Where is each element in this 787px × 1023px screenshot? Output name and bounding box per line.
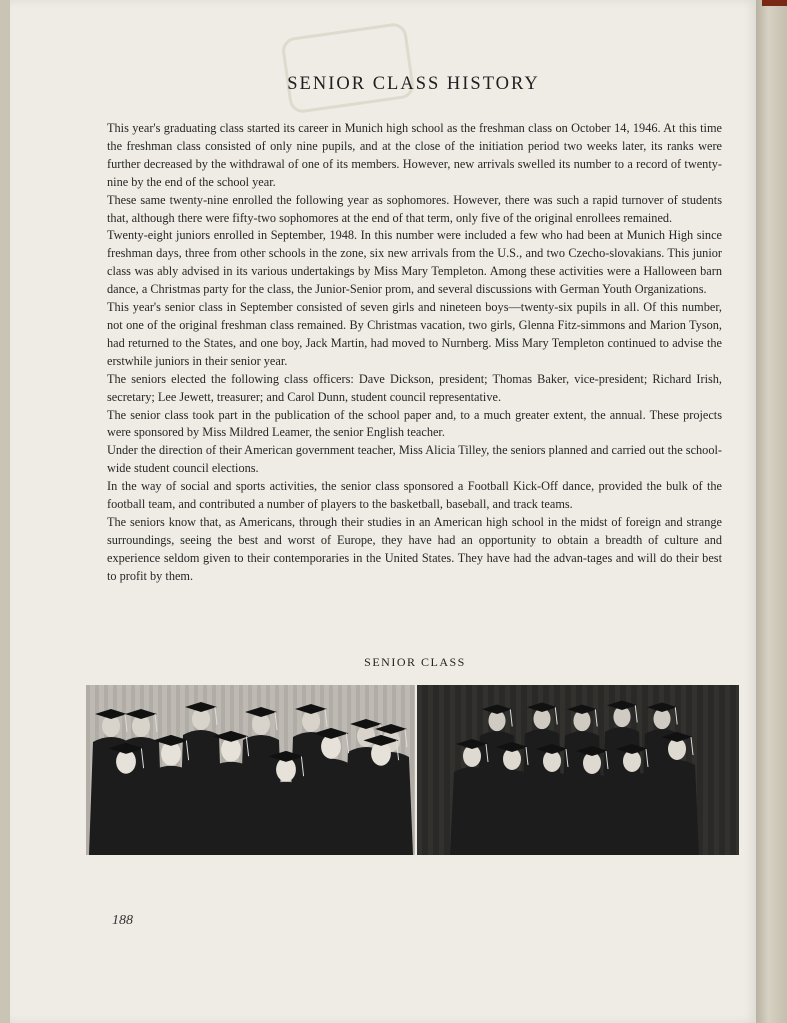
paragraph-1: This year's graduating class started its career in Munich high school as the freshman class on October 14, 1946. At this time the freshman class consisted of only nine pupils, and at the close of the initiation period two weeks later, its ranks were further decreased by the withdrawal of one of its members. However, new arrivals swelled its number to a record of twenty-nine by the end of the school year.: [107, 121, 722, 189]
paragraph-9: The seniors know that, as Americans, through their studies in an American high school in the midst of foreign and strange surroundings, seeing the best and worst of Europe, they have had an opportunity to obtain a breadth of culture and experience seldom given to their contemporaries in the United States. They have had the advan-tages and will do their best to profit by them.: [107, 514, 722, 583]
senior-class-photo-left: [86, 685, 415, 855]
paragraph-6: The senior class took part in the publication of the school paper and, to a much greater extent, the annual. These projects were sponsored by Miss Mildred Leamer, the senior English teacher.: [107, 407, 722, 440]
senior-class-photo-right: [417, 685, 739, 855]
bookmark-tab: [762, 0, 787, 6]
page-title: SENIOR CLASS HISTORY: [287, 74, 540, 94]
paragraph-8: In the way of social and sports activities, the senior class sponsored a Football Kick-Off dance, provided the bulk of the football team, and contributed a number of players to the basketball, baseball, and track teams.: [107, 479, 722, 512]
paragraph-3: Twenty-eight juniors enrolled in September, 1948. In this number were included a few who had been at Munich High since freshman days, three from other schools in the zone, six new arrivals from the U.S., and two Czecho-slovakians. This junior class was ably advised in its various undertakings by Miss Mary Templeton. Among these activities were a Halloween barn dance, a Christmas party for the class, the Junior-Senior prom, and several discussions with German Youth Organizations.: [107, 228, 722, 297]
page-number: 188: [112, 913, 133, 928]
class-history-text: [107, 120, 722, 586]
paragraph-5: The seniors elected the following class officers: Dave Dickson, president; Thomas Baker, vice-president; Richard Irish, secretary; Lee Jewett, treasurer; and Carol Dunn, student council representative.: [107, 371, 722, 404]
page-edge: [756, 0, 787, 1023]
paragraph-2: These same twenty-nine enrolled the following year as sophomores. However, there was such a rapid turnover of students that, although there were fifty-two sophomores at the end of that term, only five of the original enrollees remained.: [107, 192, 722, 225]
photo-caption: SENIOR CLASS: [364, 655, 466, 669]
paragraph-4: This year's senior class in September consisted of seven girls and nineteen boys—twenty-six pupils in all. Of this number, not one of the original freshman class remained. By Christmas vacation, two girls, Glenna Fitz-simmons and Marion Tyson, had returned to the States, and one boy, Jack Martin, had moved to Nurnberg. Miss Mary Templeton continued to advise the erstwhile juniors in their senior year.: [107, 300, 722, 368]
paragraph-7: Under the direction of their American government teacher, Miss Alicia Tilley, the seniors planned and carried out the school-wide student council elections.: [107, 443, 722, 476]
